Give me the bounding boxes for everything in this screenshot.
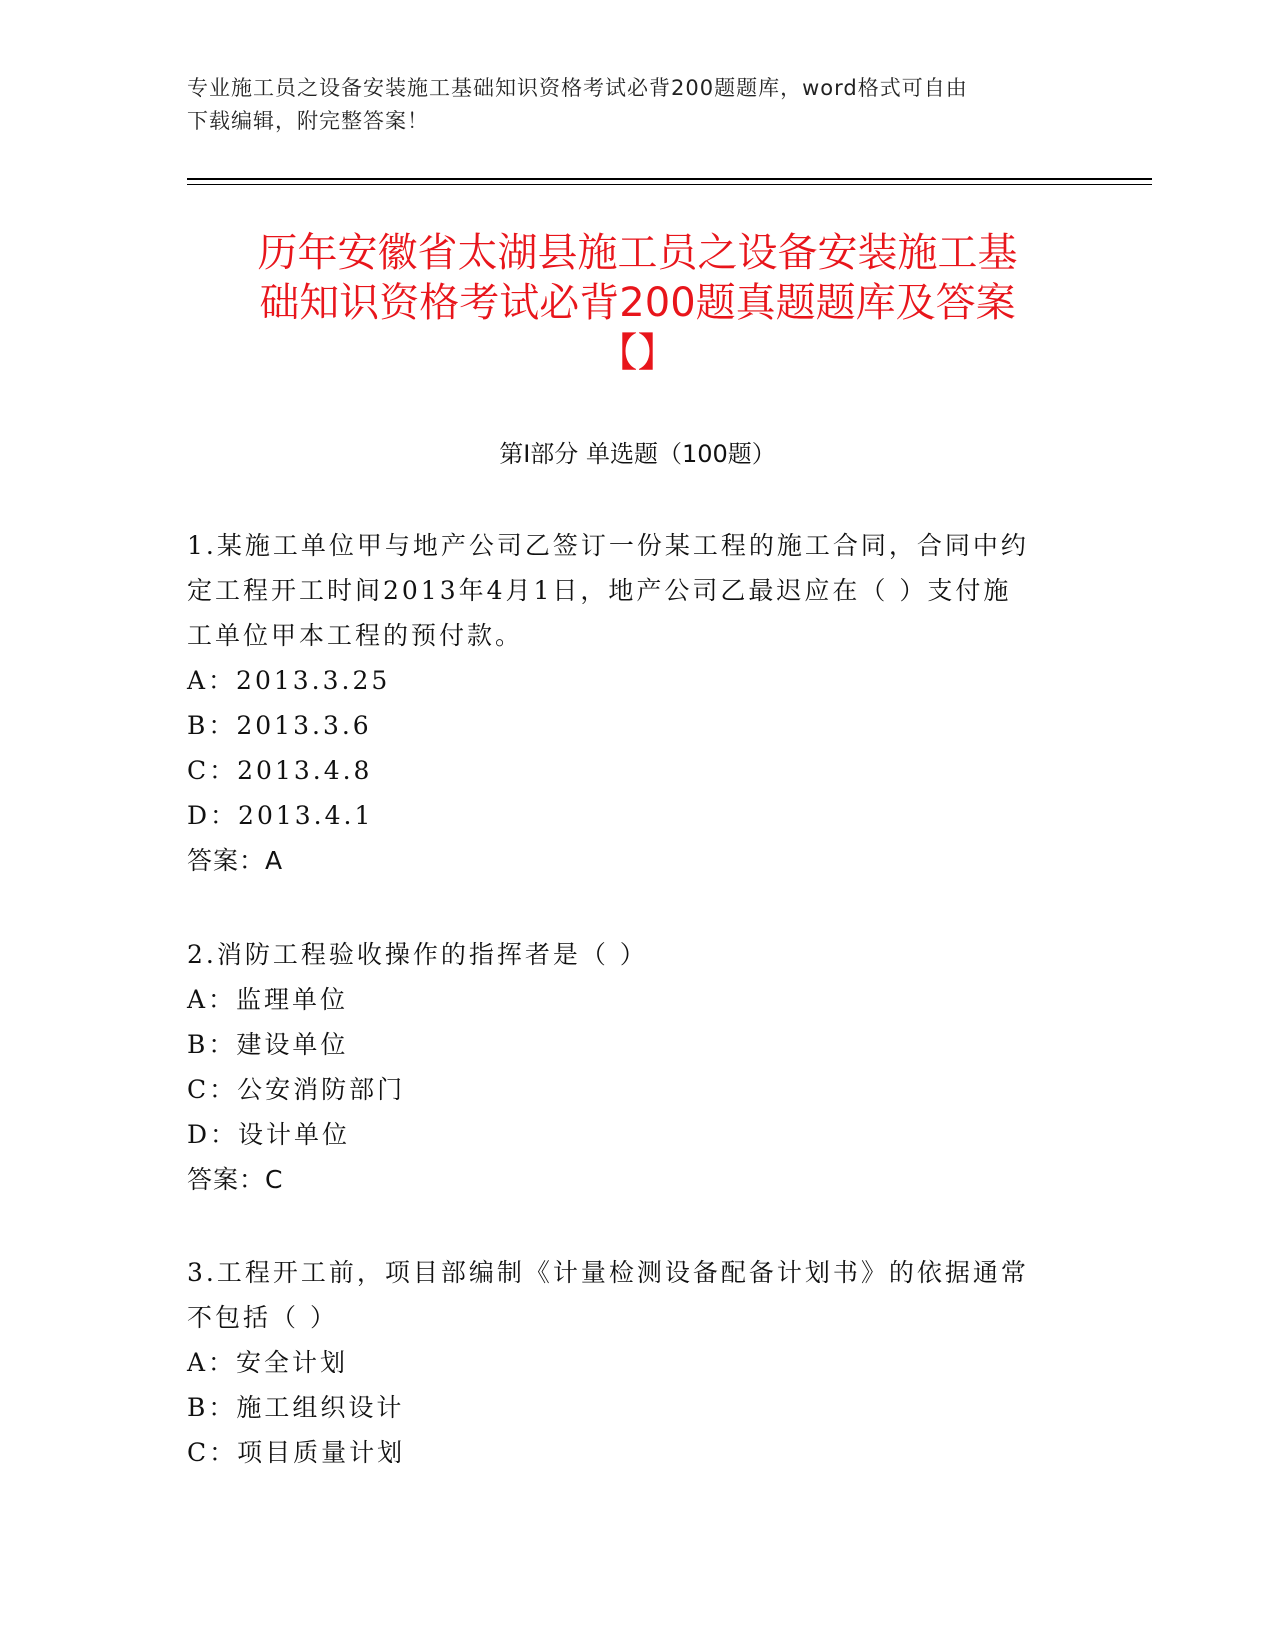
- question-2-option-c: C：公安消防部门: [187, 1075, 406, 1104]
- question-3-option-c: C：项目质量计划: [187, 1438, 406, 1467]
- question-3: [187, 1250, 1067, 1475]
- question-2-answer: 答案：C: [187, 1165, 284, 1194]
- question-1: [187, 523, 1067, 883]
- question-2: [187, 932, 1067, 1202]
- header-note-line-2: 下载编辑，附完整答案！: [187, 109, 429, 133]
- question-2-option-d: D：设计单位: [187, 1120, 351, 1149]
- question-1-option-b: B：2013.3.6: [187, 711, 372, 740]
- question-2-option-a: A：监理单位: [187, 985, 349, 1014]
- question-1-stem-line-1: 1.某施工单位甲与地产公司乙签订一份某工程的施工合同，合同中约: [187, 531, 1029, 560]
- question-3-stem-line-2: 不包括（ ）: [187, 1303, 338, 1332]
- question-1-answer: 答案：A: [187, 846, 284, 875]
- question-1-option-d: D：2013.4.1: [187, 801, 374, 830]
- section-heading: 第Ⅰ部分 单选题（100题）: [499, 440, 776, 468]
- question-1-option-a: A：2013.3.25: [187, 666, 391, 695]
- header-divider-thin: [187, 184, 1152, 185]
- question-2-option-b: B：建设单位: [187, 1030, 349, 1059]
- header-note: [187, 72, 1077, 138]
- question-1-stem-line-2: 定工程开工时间2013年4月1日，地产公司乙最迟应在（ ）支付施: [187, 576, 1012, 605]
- document-title-line-3: 【】: [597, 330, 678, 376]
- document-title: [170, 228, 1105, 378]
- header-divider-thick: [187, 178, 1152, 180]
- question-1-stem-line-3: 工单位甲本工程的预付款。: [187, 621, 524, 650]
- document-title-line-2: 础知识资格考试必背200题真题题库及答案: [259, 280, 1016, 326]
- header-note-line-1: 专业施工员之设备安装施工基础知识资格考试必背200题题库，word格式可自由: [187, 76, 968, 100]
- question-3-option-a: A：安全计划: [187, 1348, 349, 1377]
- question-2-stem-line-1: 2.消防工程验收操作的指挥者是（ ）: [187, 940, 648, 969]
- document-title-line-1: 历年安徽省太湖县施工员之设备安装施工基: [257, 230, 1018, 276]
- question-1-option-c: C：2013.4.8: [187, 756, 373, 785]
- question-3-option-b: B：施工组织设计: [187, 1393, 405, 1422]
- question-3-stem-line-1: 3.工程开工前，项目部编制《计量检测设备配备计划书》的依据通常: [187, 1258, 1029, 1287]
